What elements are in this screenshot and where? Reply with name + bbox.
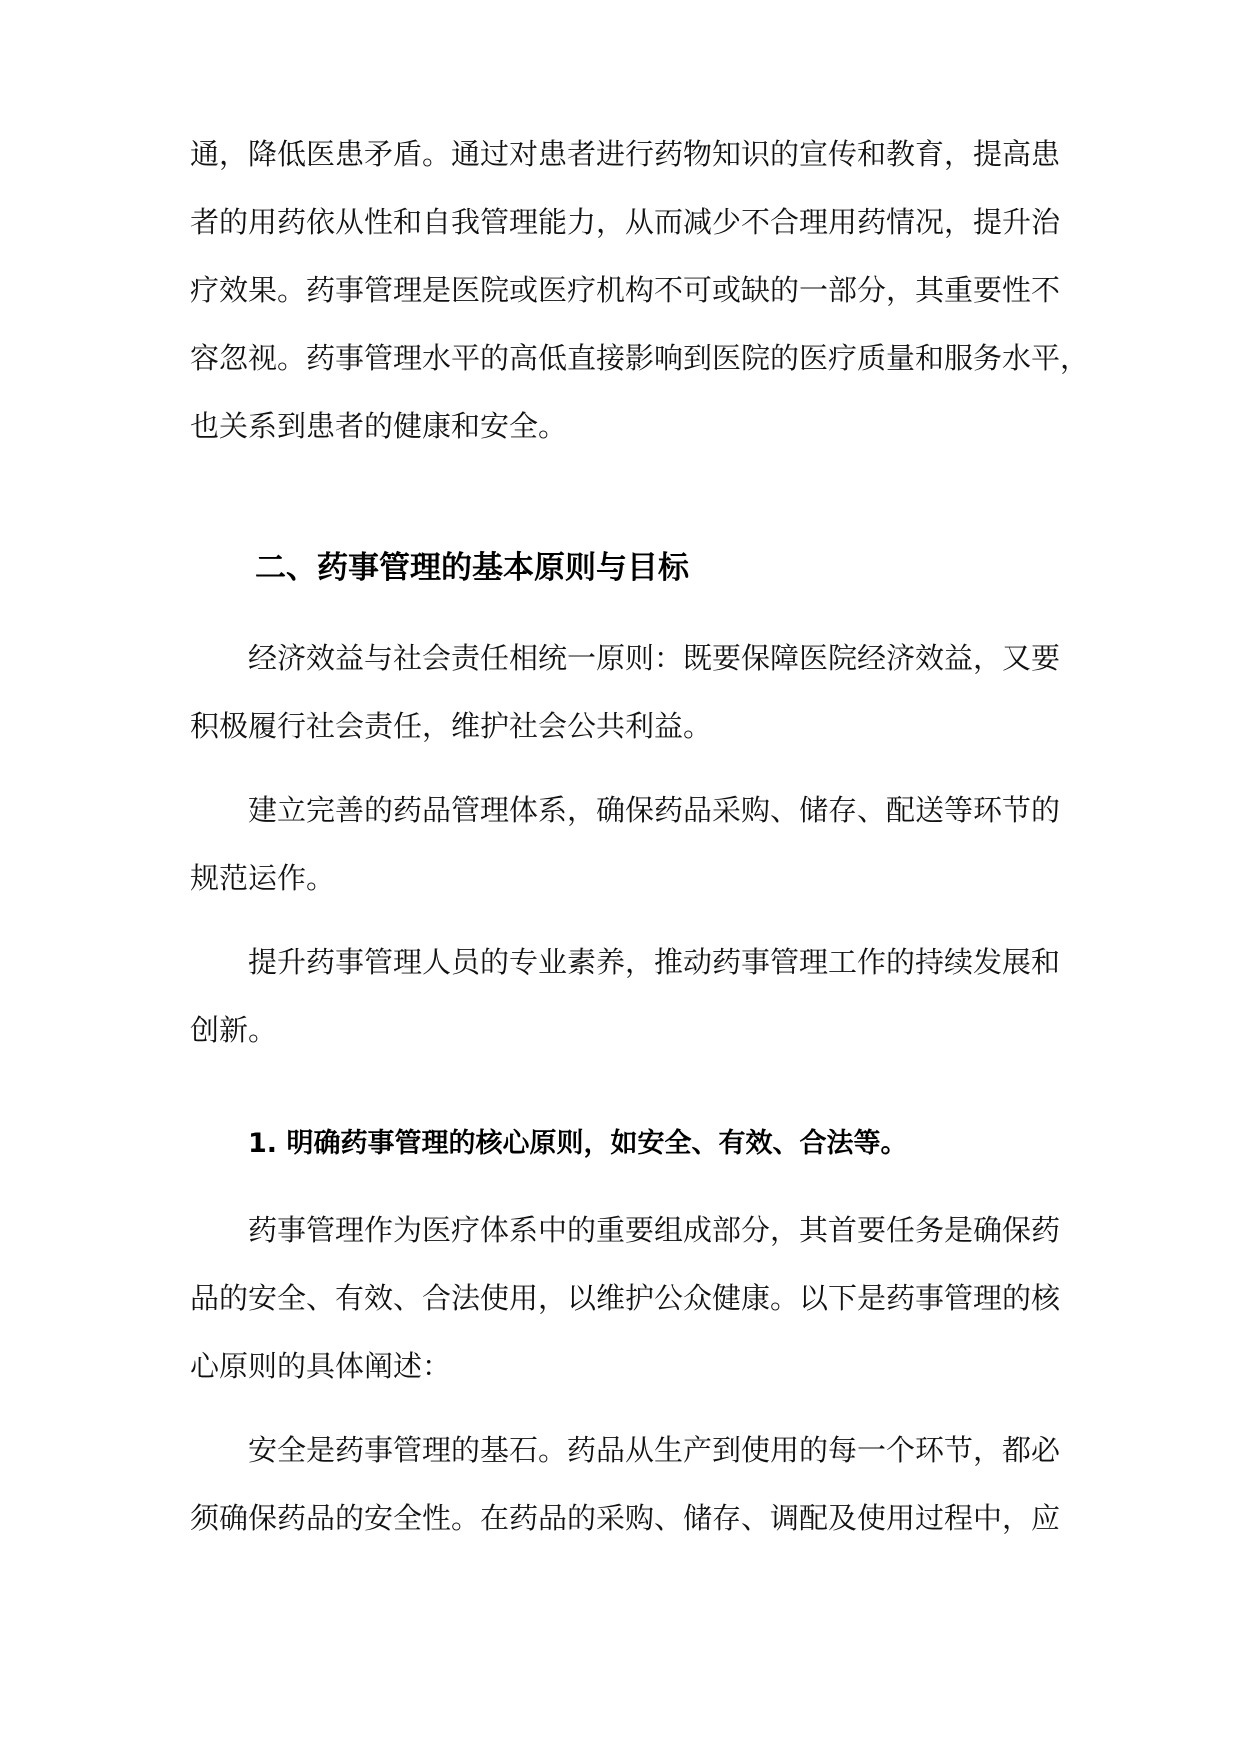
paragraph-line: 品的安全、有效、合法使用，以维护公众健康。以下是药事管理的核 <box>190 1281 1061 1315</box>
paragraph-line: 也关系到患者的健康和安全。 <box>190 409 568 443</box>
section-heading: 二、药事管理的基本原则与目标 <box>255 550 689 586</box>
paragraph-line: 安全是药事管理的基石。药品从生产到使用的每一个环节，都必 <box>248 1433 1061 1467</box>
paragraph-line: 积极履行社会责任，维护社会公共利益。 <box>190 709 713 743</box>
paragraph-line: 经济效益与社会责任相统一原则：既要保障医院经济效益，又要 <box>248 641 1061 675</box>
paragraph-line: 创新。 <box>190 1013 278 1047</box>
paragraph-line: 容忽视。药事管理水平的高低直接影响到医院的医疗质量和服务水平， <box>190 341 1090 375</box>
paragraph-line: 通，降低医患矛盾。通过对患者进行药物知识的宣传和教育，提高患 <box>190 137 1061 171</box>
subsection-heading: 1. 明确药事管理的核心原则，如安全、有效、合法等。 <box>248 1128 908 1159</box>
paragraph-line: 须确保药品的安全性。在药品的采购、储存、调配及使用过程中，应 <box>190 1501 1061 1535</box>
paragraph-line: 者的用药依从性和自我管理能力，从而减少不合理用药情况，提升治 <box>190 205 1061 239</box>
paragraph-line: 建立完善的药品管理体系，确保药品采购、储存、配送等环节的 <box>248 793 1061 827</box>
paragraph-line: 规范运作。 <box>190 861 336 895</box>
paragraph-line: 药事管理作为医疗体系中的重要组成部分，其首要任务是确保药 <box>248 1213 1061 1247</box>
paragraph-line: 心原则的具体阐述： <box>190 1349 452 1383</box>
paragraph-line: 提升药事管理人员的专业素养，推动药事管理工作的持续发展和 <box>248 945 1061 979</box>
paragraph-line: 疗效果。药事管理是医院或医疗机构不可或缺的一部分，其重要性不 <box>190 273 1061 307</box>
